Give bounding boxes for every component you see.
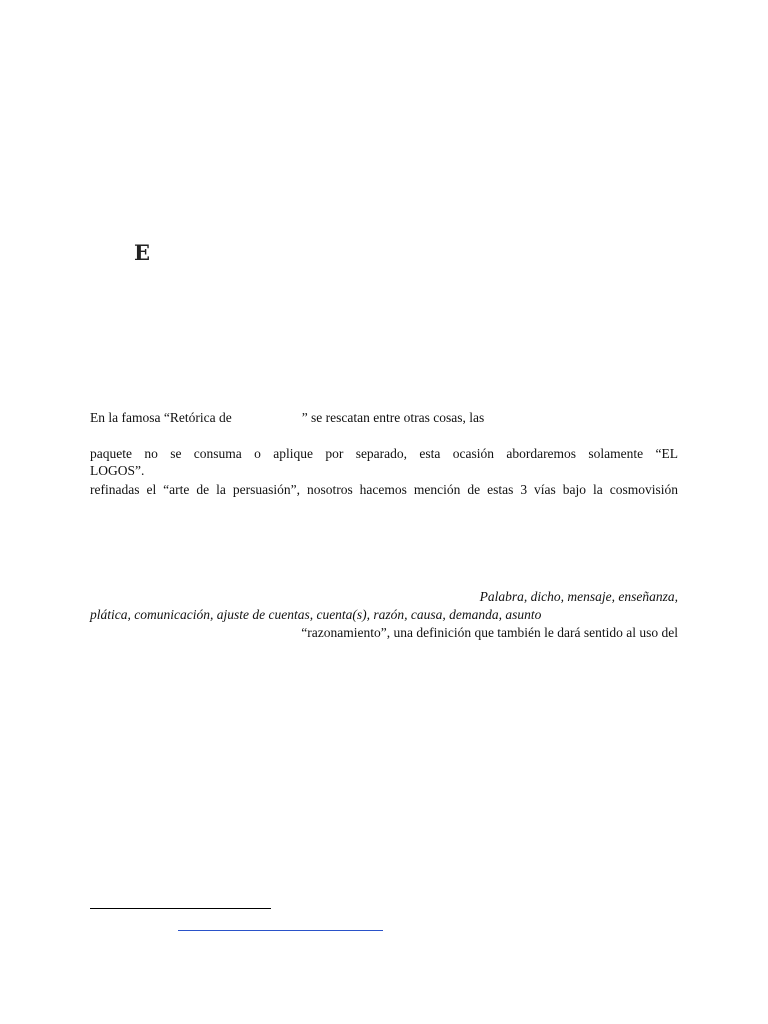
paragraph-2-line-2: LOGOS”. xyxy=(90,463,145,478)
paragraph-1-text-b: ” se rescatan entre otras cosas, las xyxy=(301,410,485,425)
paragraph-3-line-2: plática, comunicación, ajuste de cuentas, cuenta(s), razón, causa, demanda, asunto xyxy=(90,607,542,622)
paragraph-3-line-3: “razonamiento”, una definición que también le dará sentido al uso del xyxy=(301,625,678,640)
paragraph-1-text-a: En la famosa “Retórica de xyxy=(90,410,232,425)
paragraph-1-line-1 xyxy=(90,410,484,426)
paragraph-2-line-1: paquete no se consuma o aplique por separado, esta ocasión abordaremos solamente “EL xyxy=(90,446,678,461)
paragraph-2-line-3: refinadas el “arte de la persuasión”, nosotros hacemos mención de estas 3 vías bajo la cosmovisión xyxy=(90,482,678,497)
paragraph-3-line-1: Palabra, dicho, mensaje, enseñanza, xyxy=(479,589,678,604)
drop-cap-letter: E xyxy=(134,240,151,265)
footnote-link-underline[interactable] xyxy=(178,930,383,931)
footnote-separator xyxy=(90,908,271,909)
